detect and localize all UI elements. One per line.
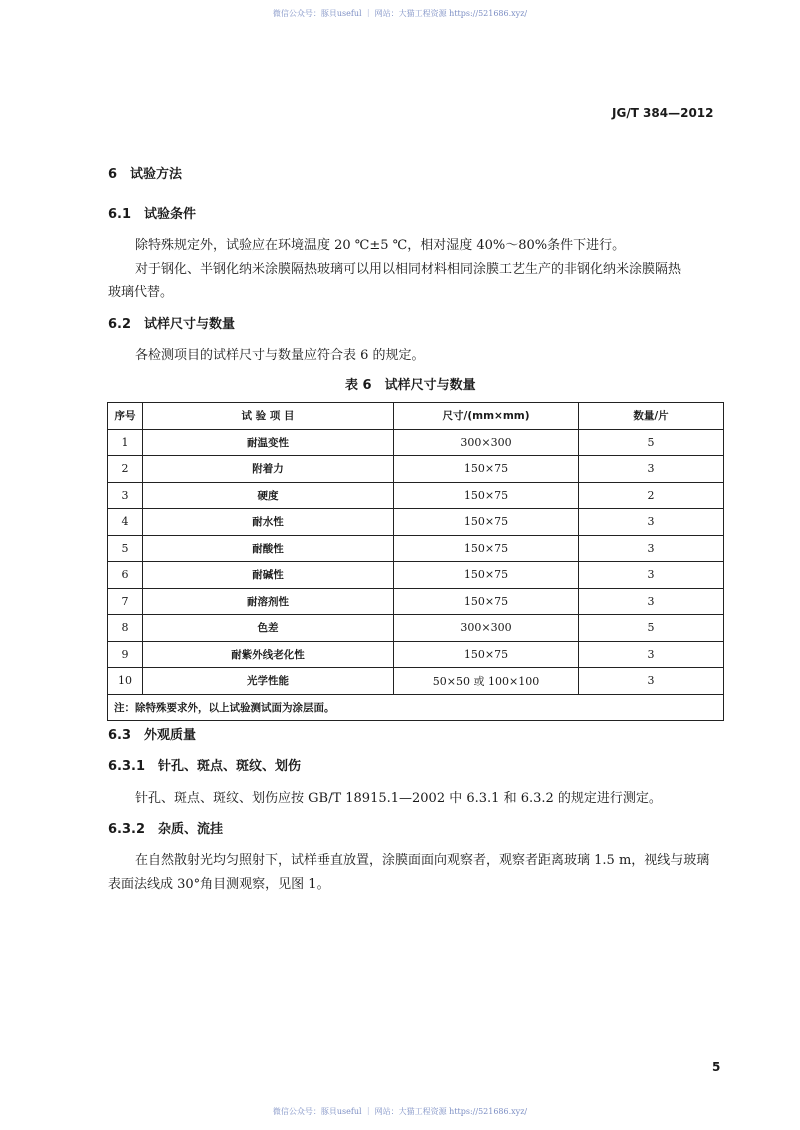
sample-count: 3 [579, 641, 724, 668]
section-6-heading: 6 试验方法 [108, 167, 183, 182]
table-row [108, 456, 724, 483]
section-6-3-2-heading: 6.3.2 杂质、流挂 [108, 822, 224, 837]
header-cell: 数量/片 [579, 403, 724, 430]
sample-count: 3 [579, 562, 724, 589]
table-row [108, 641, 724, 668]
sample-size: 300×300 [394, 615, 579, 642]
sample-count: 3 [579, 535, 724, 562]
paragraph: 针孔、斑点、斑纹、划伤应按 GB/T 18915.1—2002 中 6.3.1 和 6.3.2 的规定进行测定。 [135, 791, 662, 806]
section-6-1-heading: 6.1 试验条件 [108, 207, 197, 222]
section-6-3-heading: 6.3 外观质量 [108, 728, 197, 743]
row-number: 1 [108, 429, 143, 456]
paragraph: 对于钢化、半钢化纳米涂膜隔热玻璃可以用以相同材料相同涂膜工艺生产的非钢化纳米涂膜隔热 [135, 262, 682, 277]
sample-size: 150×75 [394, 588, 579, 615]
table-row [108, 429, 724, 456]
table-row [108, 509, 724, 536]
test-item: 耐碱性 [143, 562, 394, 589]
test-item: 耐酸性 [143, 535, 394, 562]
sample-size: 150×75 [394, 535, 579, 562]
row-number: 7 [108, 588, 143, 615]
test-item: 附着力 [143, 456, 394, 483]
test-item: 耐水性 [143, 509, 394, 536]
standard-code: JG/T 384—2012 [612, 106, 714, 120]
test-item: 色差 [143, 615, 394, 642]
table-row [108, 588, 724, 615]
test-item: 耐溶剂性 [143, 588, 394, 615]
sample-count: 3 [579, 668, 724, 695]
table-row [108, 535, 724, 562]
table-note: 注：除特殊要求外，以上试验测试面为涂层面。 [108, 694, 724, 721]
header-cell: 序号 [108, 403, 143, 430]
row-number: 10 [108, 668, 143, 695]
table-header-row [108, 403, 724, 430]
paragraph: 在自然散射光均匀照射下，试样垂直放置，涂膜面面向观察者，观察者距离玻璃 1.5 m，视线与玻璃 [135, 853, 710, 868]
sample-size: 150×75 [394, 482, 579, 509]
table-row [108, 482, 724, 509]
section-6-2-heading: 6.2 试样尺寸与数量 [108, 317, 236, 332]
paragraph: 除特殊规定外，试验应在环境温度 20 ℃±5 ℃，相对湿度 40%～80%条件下进行。 [135, 238, 626, 253]
table-caption: 表 6 试样尺寸与数量 [345, 378, 476, 393]
table-row [108, 615, 724, 642]
row-number: 9 [108, 641, 143, 668]
row-number: 5 [108, 535, 143, 562]
paragraph: 玻璃代替。 [108, 285, 174, 300]
table-row [108, 668, 724, 695]
test-item: 耐温变性 [143, 429, 394, 456]
row-number: 4 [108, 509, 143, 536]
sample-count: 5 [579, 615, 724, 642]
watermark-bottom: 微信公众号：豚貝useful ｜ 网站：大猫工程资源 https://521686.xyz/ [272, 1107, 528, 1116]
sample-size: 150×75 [394, 509, 579, 536]
sample-count: 2 [579, 482, 724, 509]
row-number: 3 [108, 482, 143, 509]
sample-size: 150×75 [394, 456, 579, 483]
row-number: 6 [108, 562, 143, 589]
test-item: 硬度 [143, 482, 394, 509]
paragraph: 各检测项目的试样尺寸与数量应符合表 6 的规定。 [135, 348, 425, 363]
page-number: 5 [712, 1060, 721, 1074]
sample-size: 150×75 [394, 562, 579, 589]
sample-size: 150×75 [394, 641, 579, 668]
sample-count: 3 [579, 588, 724, 615]
test-item: 耐紫外线老化性 [143, 641, 394, 668]
paragraph: 表面法线成 30°角目测观察，见图 1。 [108, 877, 330, 892]
row-number: 2 [108, 456, 143, 483]
watermark-top: 微信公众号：豚貝useful ｜ 网站：大猫工程资源 https://521686.xyz/ [272, 9, 528, 18]
sample-size: 50×50 或 100×100 [394, 668, 579, 695]
sample-count: 5 [579, 429, 724, 456]
sample-count: 3 [579, 509, 724, 536]
row-number: 8 [108, 615, 143, 642]
table-row [108, 562, 724, 589]
header-cell: 试 验 项 目 [143, 403, 394, 430]
section-6-3-1-heading: 6.3.1 针孔、斑点、斑纹、划伤 [108, 759, 302, 774]
test-item: 光学性能 [143, 668, 394, 695]
sample-count: 3 [579, 456, 724, 483]
table-note-row [108, 694, 724, 721]
sample-table [107, 402, 724, 721]
sample-size: 300×300 [394, 429, 579, 456]
header-cell: 尺寸/(mm×mm) [394, 403, 579, 430]
